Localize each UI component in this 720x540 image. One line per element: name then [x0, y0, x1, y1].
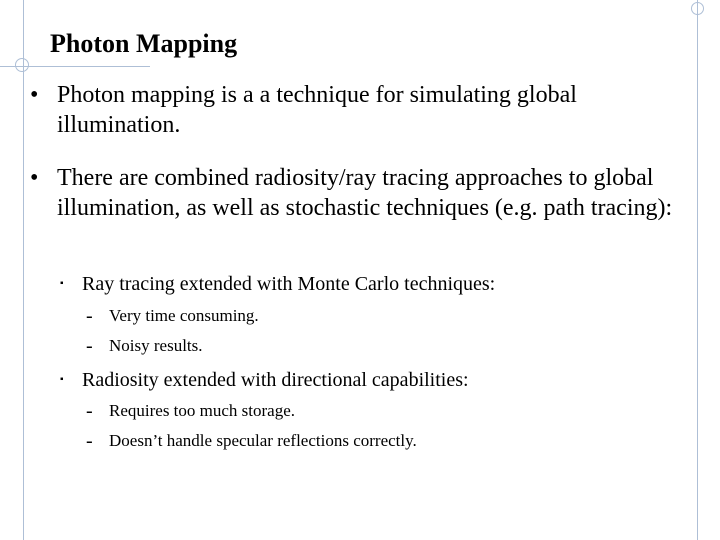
- sub-sub-bullet-text: Noisy results.: [109, 336, 203, 355]
- square-bullet-icon: ▪: [60, 374, 64, 385]
- decorative-right-line: [697, 0, 698, 540]
- bullet-marker: •: [30, 165, 39, 191]
- sub-sub-bullet-item: [86, 335, 203, 357]
- dash-bullet-icon: -: [86, 335, 93, 357]
- square-bullet-icon: ▪: [60, 278, 64, 289]
- sub-sub-bullet-text: Very time consuming.: [109, 306, 259, 325]
- sub-sub-bullet-text: Doesn’t handle specular reflections correctly.: [109, 431, 417, 450]
- bullet-text: There are combined radiosity/ray tracing approaches to global illumination, as well as stochastic techniques (e.g. path tracing):: [57, 165, 673, 221]
- dash-bullet-icon: -: [86, 305, 93, 327]
- sub-bullet-item: [60, 271, 495, 297]
- sub-sub-bullet-item: [86, 305, 259, 327]
- sub-sub-bullet-text: Requires too much storage.: [109, 401, 296, 420]
- sub-bullet-text: Radiosity extended with directional capabilities:: [82, 369, 469, 391]
- sub-sub-bullet-item: [86, 430, 417, 452]
- slide-title: Photon Mapping: [50, 29, 238, 58]
- sub-bullet-text: Ray tracing extended with Monte Carlo techniques:: [82, 273, 496, 295]
- decorative-right-circle-icon: [691, 2, 704, 15]
- bullet-item: [30, 80, 690, 140]
- sub-bullet-item: [60, 367, 469, 393]
- bullet-marker: •: [30, 82, 39, 108]
- decorative-vertical-line: [23, 0, 24, 540]
- sub-sub-bullet-item: [86, 400, 295, 422]
- bullet-item: [30, 163, 690, 223]
- bullet-text: Photon mapping is a a technique for simulating global illumination.: [57, 82, 577, 138]
- decorative-circle-icon: [15, 58, 29, 72]
- dash-bullet-icon: -: [86, 400, 93, 422]
- dash-bullet-icon: -: [86, 430, 93, 452]
